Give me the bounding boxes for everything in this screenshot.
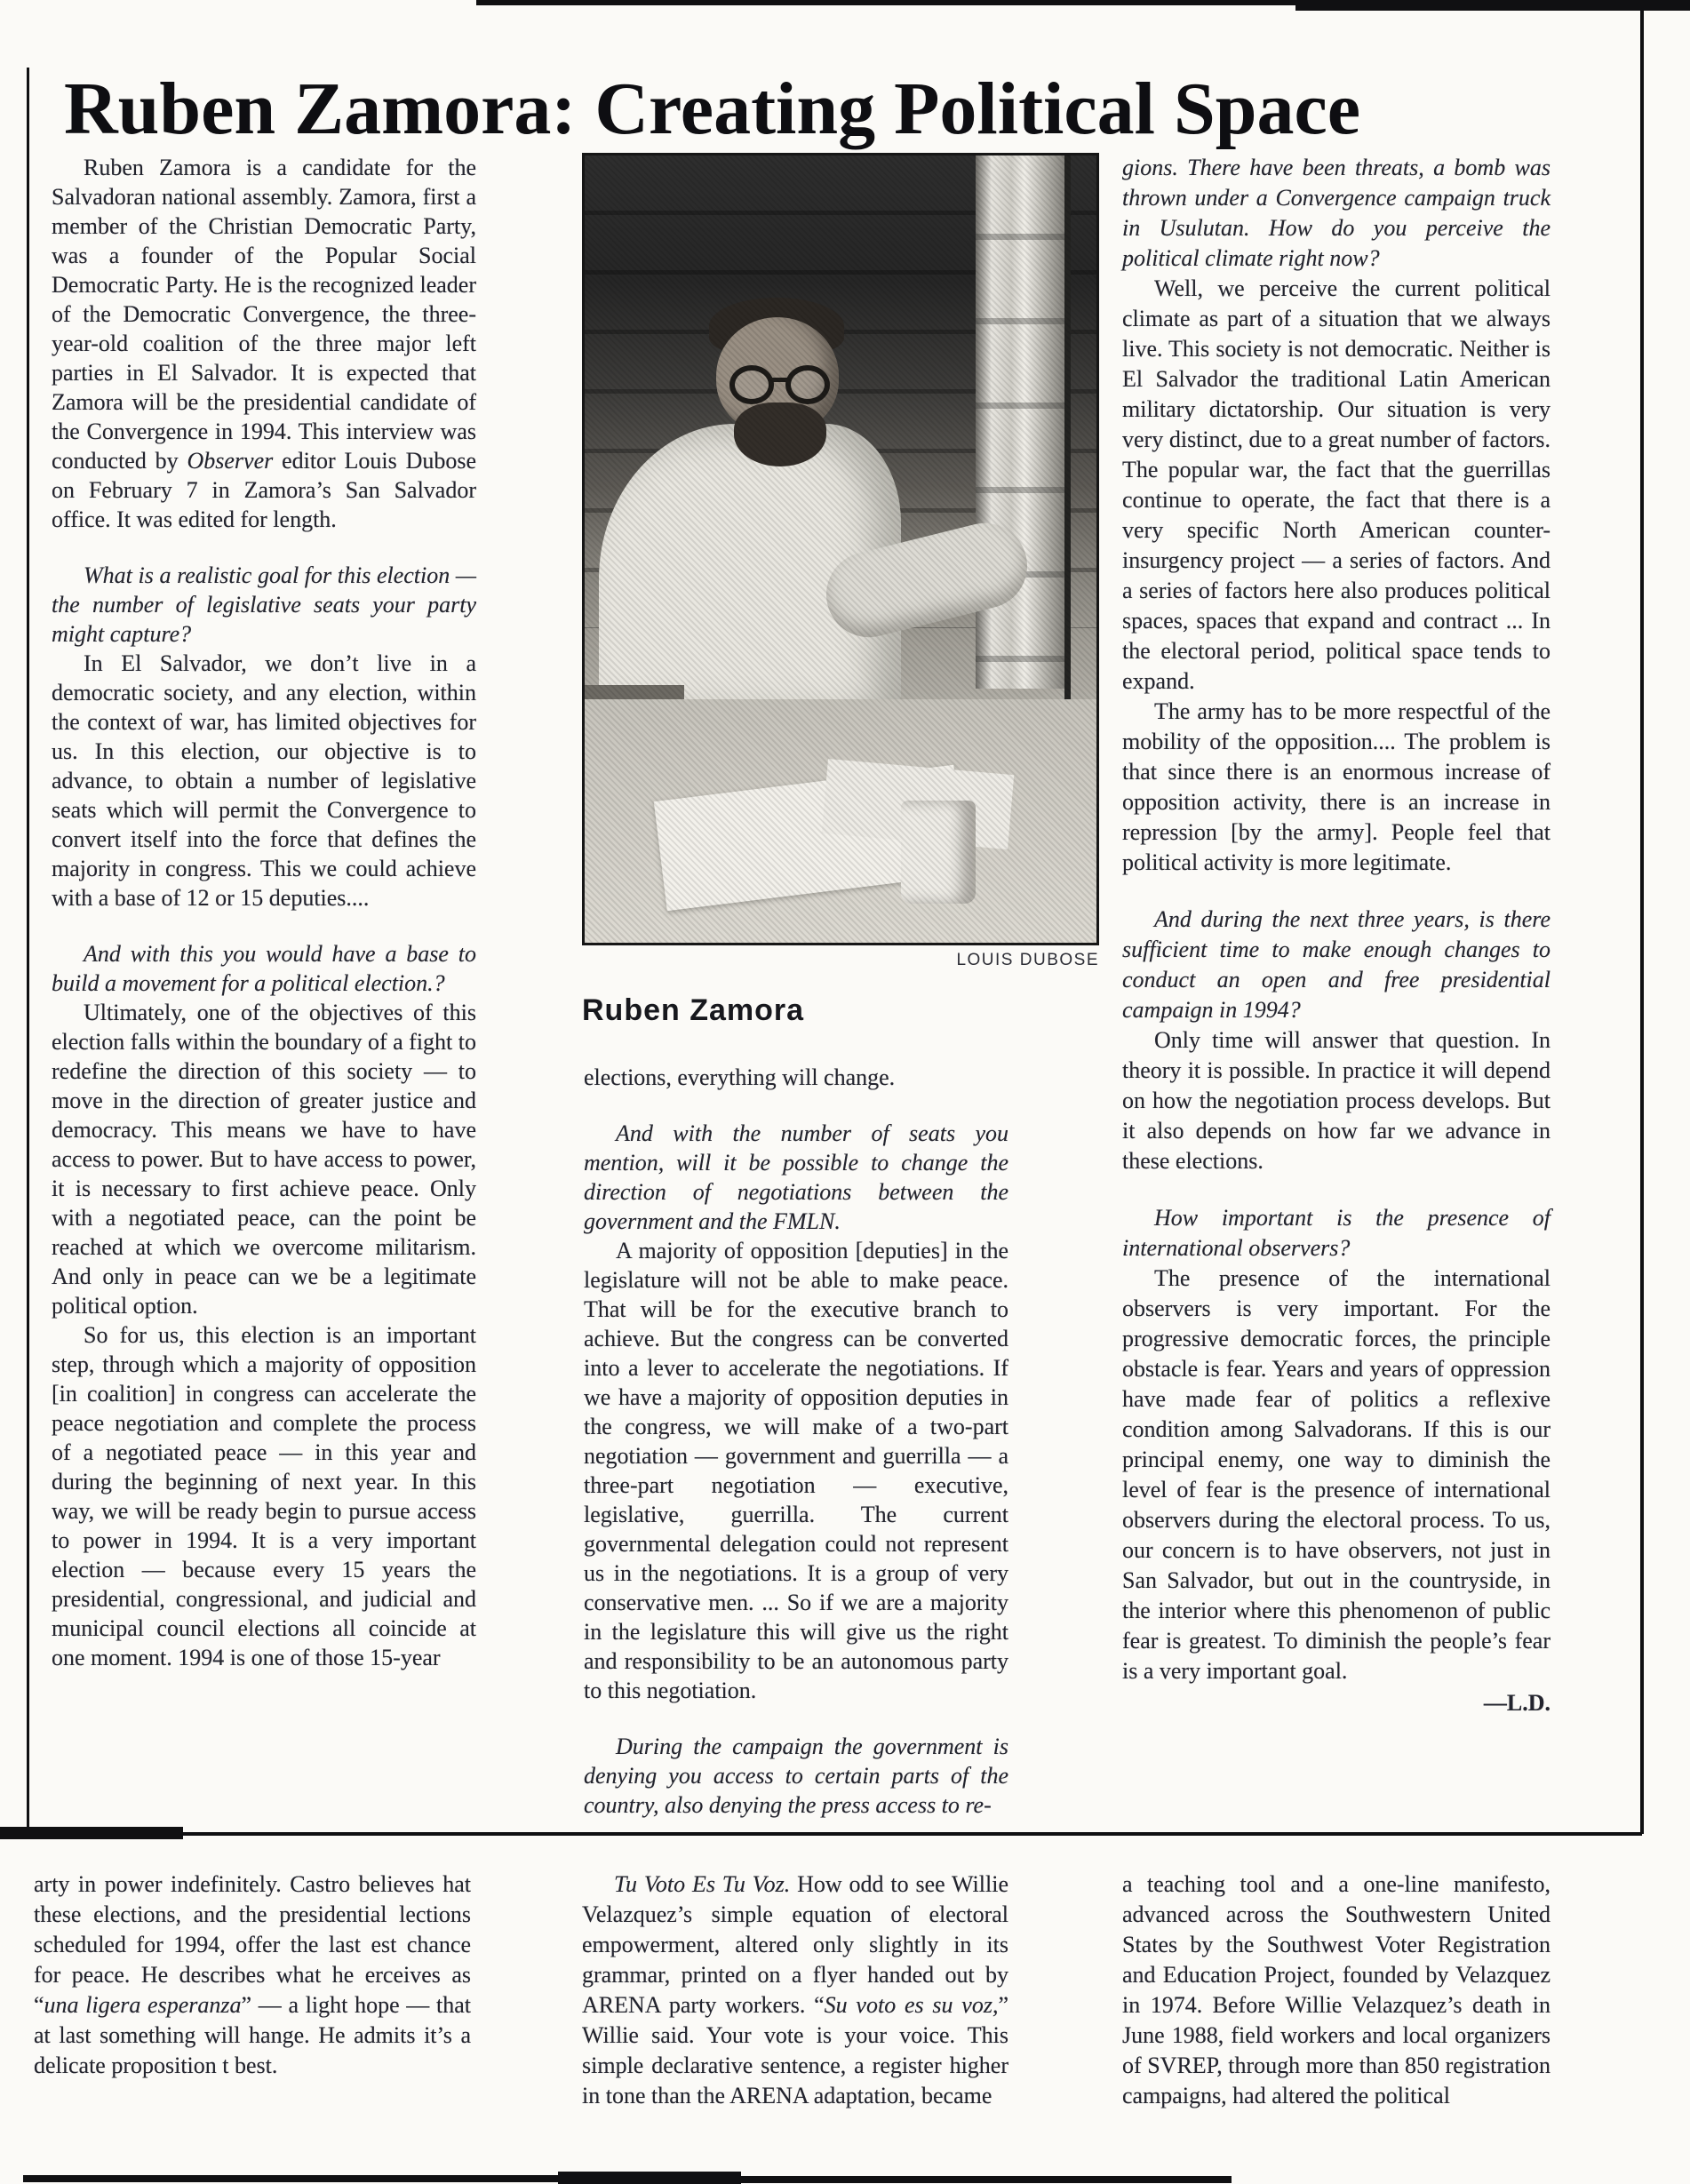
article-right-border — [1640, 9, 1644, 1834]
scan-artifact-bottom-1 — [23, 2175, 565, 2182]
scan-artifact-rule-thick-left — [0, 1827, 183, 1839]
article-column-2 — [584, 1063, 1008, 1820]
paragraph: So for us, this election is an important step, through which a majority of opposition [in coalition] in congress can accelerate the peace negotiation and complete the process of a negotiated peace — in this year and during the beginning of next year. In this way, we will be ready begin to pursue access to power in 1994. It is a very important election — because every 15 years the presidential, congressional, and judicial and municipal council elections all coincide at one moment. 1994 is one of those 15-year — [52, 1322, 476, 1670]
photo-caption: Ruben Zamora — [582, 993, 805, 1027]
paragraph: Tu Voto Es Tu Voz. How odd to see Willie Velazquez’s simple equation of electoral empowerment, altered only slightly in its grammar, printed on a flyer handed out by ARENA party workers. “Su voto es su voz,” Willie said. Your vote is your voice. This simple declarative sentence, a register higher in tone than the ARENA adaptation, became — [582, 1871, 1008, 2108]
paragraph: And with this you would have a base to build a movement for a political election.? — [52, 941, 476, 996]
footer-column-2 — [582, 1869, 1008, 2111]
footer-column-1 — [34, 1869, 471, 2081]
scan-artifact-bottom-2 — [558, 2172, 741, 2184]
paragraph: arty in power indefinitely. Castro believes hat these elections, and the presidential lections scheduled for 1994, offer the last est chance for peace. He describes what he erceives as “una ligera esperanza” — a light hope — that at last something will hange. He admits it’s a delicate proposition t best. — [34, 1871, 471, 2078]
paragraph: The army has to be more respectful of the mobility of the opposition.... The problem is that since there is an enormous increase of opposition activity, there is an increase in repression [by the army]. People feel that political activity is more legitimate. — [1122, 698, 1550, 875]
paragraph: elections, everything will change. — [584, 1064, 896, 1090]
paragraph: Only time will answer that question. In theory it is possible. In practice it will depend on how the negotiation process develops. But it also depends on how far we advance in these elections. — [1122, 1027, 1550, 1174]
footer-column-3 — [1122, 1869, 1550, 2111]
scan-artifact-bottom-3 — [734, 2176, 1232, 2183]
interview-photo — [582, 153, 1099, 945]
paragraph: Well, we perceive the current political climate as part of a situation that we always live. This society is not democratic. Neither is El Salvador the traditional Latin American military dictatorship. Our situation is very very distinct, due to a great number of factors. The popular war, the fact that the guerrillas continue to operate, the fact that there is a very specific North American counter-insurgency project — a series of factors. And a series of factors here also produces political spaces, spaces that expand and contract ... In the electoral period, political space tends to expand. — [1122, 275, 1550, 694]
photo-credit: LOUIS DUBOSE — [956, 951, 1099, 969]
paragraph: —L.D. — [1483, 1690, 1550, 1716]
article-column-1 — [52, 153, 476, 1672]
article-column-3 — [1122, 153, 1550, 1718]
article-headline: Ruben Zamora: Creating Political Space — [64, 68, 1361, 150]
paragraph: The presence of the international observers is very important. For the progressive democratic forces, the principle obstacle is fear. Years and years of oppression have made fear of politics a reflexive condition among Salvadorans. If this is our principal enemy, one way to diminish the level of fear is the presence of international observers during the electoral process. To us, our concern is to have observers, not just in San Salvador, but out in the countryside, in the interior where this phenomenon of public fear is greatest. To diminish the people’s fear is a very important goal. — [1122, 1265, 1550, 1684]
paragraph: a teaching tool and a one-line manifesto, advanced across the Southwestern United States by the Southwest Voter Registration and Education Project, founded by Velazquez in 1974. Before Willie Velazquez’s death in June 1988, field workers and local organizers of SVREP, through more than 850 registration campaigns, had altered the political — [1122, 1871, 1550, 2108]
paragraph: What is a realistic goal for this election — the number of legislative seats your party might capture? — [52, 562, 476, 647]
article-left-border — [27, 68, 29, 1834]
paragraph: gions. There have been threats, a bomb was thrown under a Convergence campaign truck in Usulutan. How do you perceive the political climate right now? — [1122, 155, 1550, 271]
paragraph: How important is the presence of international observers? — [1122, 1205, 1550, 1261]
paragraph: In El Salvador, we don’t live in a democratic society, and any election, within the context of war, has limited objectives for us. In this election, our objective is to advance, to obtain a number of legislative seats which will permit the Convergence to convert itself into the force that defines the majority in congress. This we could achieve with a base of 12 or 15 deputies.... — [52, 650, 476, 911]
paragraph: And with the number of seats you mention, will it be possible to change the direction of negotiations between the government and the FMLN. — [584, 1120, 1008, 1234]
photo-grain-overlay — [585, 155, 1096, 943]
paragraph: Ruben Zamora is a candidate for the Salvadoran national assembly. Zamora, first a member of the Christian Democratic Party, was a founder of the Popular Social Democratic Party. He is the recognized leader of the Democratic Convergence, the three-year-old coalition of the three major left parties in El Salvador. It is expected that Zamora will be the presidential candidate of the Convergence in 1994. This interview was conducted by Observer editor Louis Dubose on February 7 in Zamora’s San Salvador office. It was edited for length. — [52, 155, 477, 532]
paragraph: During the campaign the government is denying you access to certain parts of the country, also denying the press access to re- — [584, 1734, 1008, 1818]
paragraph: Ultimately, one of the objectives of this election falls within the boundary of a fight to redefine the direction of this society — to move in the direction of greater justice and democracy. This means we have to have access to power. But to have access to power, it is necessary to first achieve peace. Only with a negotiated peace, can the point be reached at which we overcome militarism. And only in peace can we be a legitimate political option. — [52, 1000, 476, 1319]
paragraph: A majority of opposition [deputies] in the legislature will not be able to make peace. That will be for the executive branch to achieve. But the congress can be converted into a lever to accelerate the negotiations. If we have a majority of opposition deputies in the congress, we will make of a two-part negotiation — government and guerrilla — a three-part negotiation — executive, legislative, guerrilla. The current governmental delegation could not represent us in the negotiations. It is a group of very conservative men. ... So if we are a majority in the legislature this will give us the right and responsibility to be an autonomous party to this negotiation. — [584, 1238, 1008, 1703]
scan-artifact-top-right-bar — [1295, 0, 1690, 11]
section-divider-rule — [27, 1832, 1642, 1836]
paragraph: And during the next three years, is there sufficient time to make enough changes to conduct an open and free presidential campaign in 1994? — [1122, 906, 1550, 1023]
